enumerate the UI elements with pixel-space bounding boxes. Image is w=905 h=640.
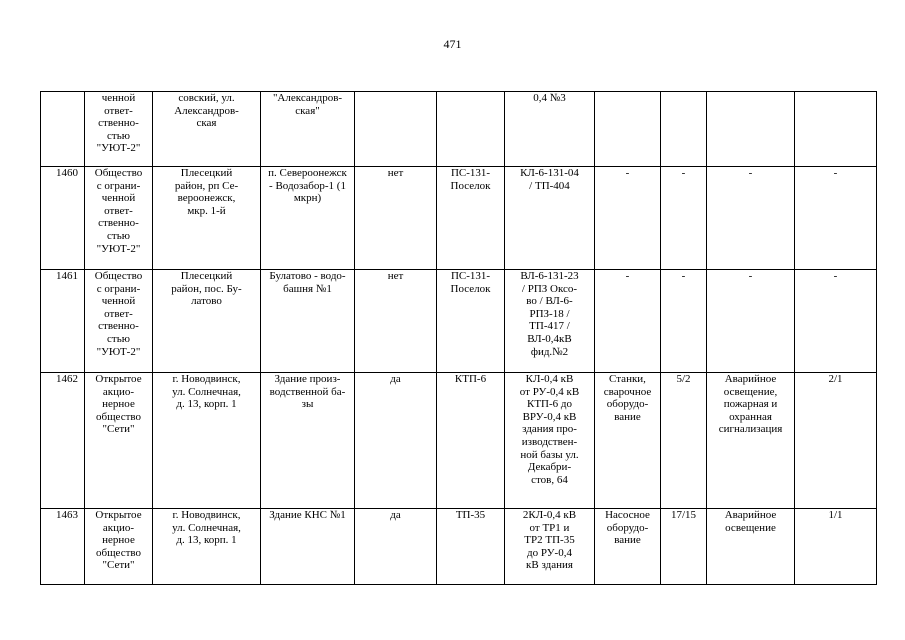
table-row [41,270,877,373]
address-cell: совский, ул. Александров- ская [153,92,261,167]
address-cell: Плесецкий район, рп Се- вероонежск, мкр. 1-й [153,167,261,270]
table-row [41,373,877,509]
systems-cell: - [707,167,795,270]
table-row [41,509,877,585]
line-cell: 2КЛ-0,4 кВ от ТР1 и ТР2 ТП-35 до РУ-0,4 кВ здания [505,509,595,585]
line-cell: ВЛ-6-131-23 / РПЗ Оксо- во / ВЛ-6- РПЗ-18 / ТП-417 / ВЛ-0,4кВ фид.№2 [505,270,595,373]
station-cell: КТП-6 [437,373,505,509]
flag-cell: нет [355,270,437,373]
station-cell [437,92,505,167]
object-cell: Булатово - водо- башня №1 [261,270,355,373]
table-row [41,92,877,167]
flag-cell: да [355,373,437,509]
line-cell: КЛ-6-131-04 / ТП-404 [505,167,595,270]
ratio-cell: 2/1 [795,373,877,509]
equipment-cell [595,92,661,167]
station-cell: ПС-131- Поселок [437,167,505,270]
ratio-cell: - [795,167,877,270]
object-cell: Здание КНС №1 [261,509,355,585]
equipment-cell: - [595,270,661,373]
organization-cell: Открытое акцио- нерное общество "Сети" [85,373,153,509]
systems-cell: Аварийное освещение, пожарная и охранная сигнализация [707,373,795,509]
power-cell: - [661,270,707,373]
flag-cell: нет [355,167,437,270]
equipment-cell: Насосное оборудо- вание [595,509,661,585]
document-table [40,91,877,585]
flag-cell: да [355,509,437,585]
ratio-cell: 1/1 [795,509,877,585]
row-number-cell [41,92,85,167]
equipment-cell: Станки, сварочное оборудо- вание [595,373,661,509]
power-cell: 5/2 [661,373,707,509]
systems-cell: - [707,270,795,373]
address-cell: г. Новодвинск, ул. Солнечная, д. 13, корп. 1 [153,373,261,509]
station-cell: ТП-35 [437,509,505,585]
row-number-cell: 1461 [41,270,85,373]
row-number-cell: 1462 [41,373,85,509]
address-cell: г. Новодвинск, ул. Солнечная, д. 13, корп. 1 [153,509,261,585]
organization-cell: Общество с ограни- ченной ответ- ственно- стью "УЮТ-2" [85,167,153,270]
power-cell: - [661,167,707,270]
row-number-cell: 1460 [41,167,85,270]
power-cell: 17/15 [661,509,707,585]
ratio-cell [795,92,877,167]
address-cell: Плесецкий район, пос. Бу- латово [153,270,261,373]
power-cell [661,92,707,167]
systems-cell: Аварийное освещение [707,509,795,585]
organization-cell: Общество с ограни- ченной ответ- ственно- стью "УЮТ-2" [85,270,153,373]
organization-cell: ченной ответ- ственно- стью "УЮТ-2" [85,92,153,167]
object-cell: п. Североонежск - Водозабор-1 (1 мкрн) [261,167,355,270]
table-row [41,167,877,270]
equipment-cell: - [595,167,661,270]
flag-cell [355,92,437,167]
row-number-cell: 1463 [41,509,85,585]
page-number: 471 [443,37,462,51]
station-cell: ПС-131- Поселок [437,270,505,373]
ratio-cell: - [795,270,877,373]
line-cell: 0,4 №3 [505,92,595,167]
systems-cell [707,92,795,167]
line-cell: КЛ-0,4 кВ от РУ-0,4 кВ КТП-6 до ВРУ-0,4 кВ здания про- изводствен- ной базы ул. Декабри- стов, 64 [505,373,595,509]
object-cell: "Александров- ская" [261,92,355,167]
organization-cell: Открытое акцио- нерное общество "Сети" [85,509,153,585]
object-cell: Здание произ- водственной ба- зы [261,373,355,509]
